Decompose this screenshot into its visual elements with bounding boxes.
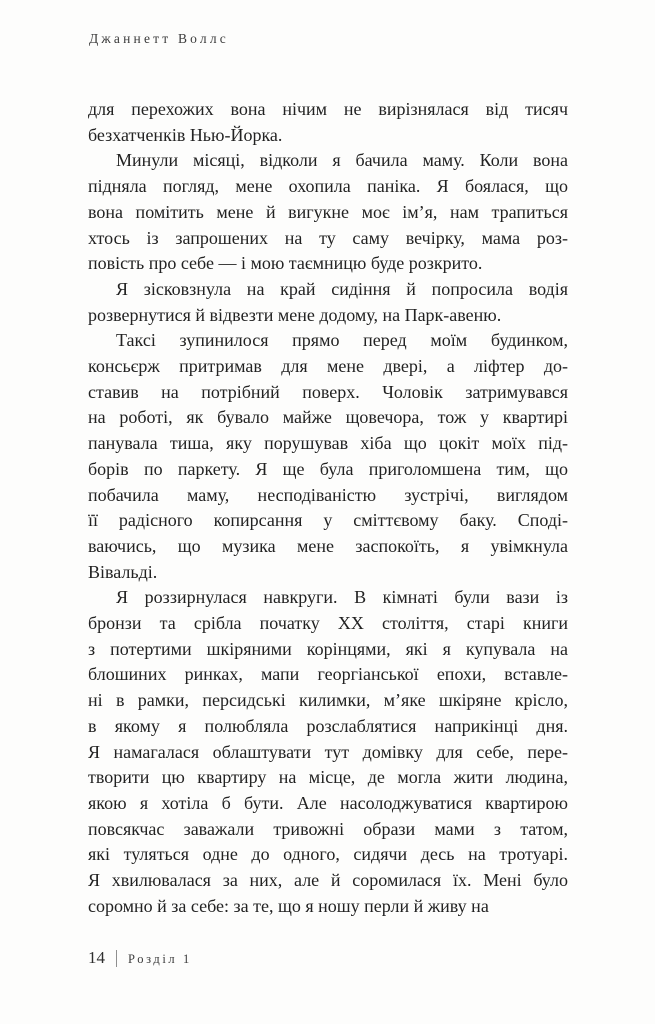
text-line: Минули місяці, відколи я бачила маму. Коли вона: [116, 150, 568, 171]
text-line: з потертими шкіряними корінцями, які я купувала на: [88, 638, 568, 659]
text-line: вона помітить мене й вигукне моє ім’я, нам трапиться: [88, 201, 568, 222]
text-line: Вівальді.: [88, 561, 158, 582]
text-line: Я намагалася облаштувати тут домівку для себе, пере-: [88, 741, 568, 762]
text-line: соромно й за себе: за те, що я ношу перли й живу на: [88, 895, 489, 916]
text-line: блошиних ринках, мапи георгіанської епохи, вставле-: [88, 664, 568, 685]
text-line: творити цю квартиру на місце, де могла жити людина,: [88, 767, 568, 788]
text-line: в якому я полюбляла розслаблятися наприкінці дня.: [88, 715, 568, 736]
page-number: 14: [88, 948, 105, 967]
text-line: які туляться одне до одного, сидячи десь на тротуарі.: [88, 844, 568, 865]
text-line: повість про себе — і мою таємницю буде розкрито.: [88, 253, 483, 274]
text-line: ваючись, що музика мене заспокоїть, я увімкнула: [88, 535, 568, 556]
text-line: Я роззирнулася навкруги. В кімнаті були вази із: [116, 587, 568, 608]
text-line: на роботі, як бувало майже щовечора, тож у квартирі: [88, 407, 568, 428]
text-line: Я хвилювалася за них, але й соромилася їх. Мені було: [88, 870, 568, 891]
text-line: підняла погляд, мене охопила паніка. Я боялася, що: [88, 176, 568, 197]
text-line: Таксі зупинилося прямо перед моїм будинком,: [116, 330, 568, 351]
text-line: побачила маму, несподіваністю зустрічі, виглядом: [88, 484, 568, 505]
text-line: хтось із запрошених на ту саму вечірку, мама роз-: [88, 227, 568, 248]
text-line: якою я хотіла б бути. Але насолоджуватися квартирою: [88, 792, 568, 813]
paragraph: [88, 585, 568, 919]
text-line: борів по паркету. Я ще була приголомшена тим, що: [88, 458, 568, 479]
text-line: повсякчас заважали тривожні образи мами з татом,: [88, 818, 568, 839]
page-footer: [88, 948, 192, 968]
text-line: ставив на потрібний поверх. Чоловік затримувався: [88, 381, 568, 402]
text-line: бронзи та срібла початку XX століття, старі книги: [88, 613, 568, 634]
paragraph: [88, 97, 568, 148]
footer-divider: [116, 950, 117, 967]
text-line: для перехожих вона нічим не вирізнялася від тисяч: [88, 99, 568, 119]
text-line: безхатченків Нью-Йорка.: [88, 124, 283, 145]
running-header-author: Джаннетт Воллс: [89, 31, 229, 46]
text-line: Я зісковзнула на край сидіння й попросила водія: [116, 278, 568, 299]
paragraph: [88, 277, 568, 328]
paragraph: [88, 328, 568, 585]
text-line: панувала тиша, яку порушував хіба що цокіт моїх під-: [88, 433, 568, 454]
paragraph: [88, 148, 568, 277]
chapter-label: Розділ 1: [128, 951, 192, 966]
text-line: консьєрж притримав для мене двері, а ліфтер до-: [88, 356, 568, 377]
page-body-text: [88, 97, 568, 920]
text-line: ні в рамки, персидські килимки, м’яке шкіряне крісло,: [88, 690, 568, 711]
text-line: розвернутися й відвезти мене додому, на Парк-авеню.: [88, 304, 502, 325]
text-line: її радісного копирсання у сміттєвому баку. Споді-: [88, 510, 568, 531]
